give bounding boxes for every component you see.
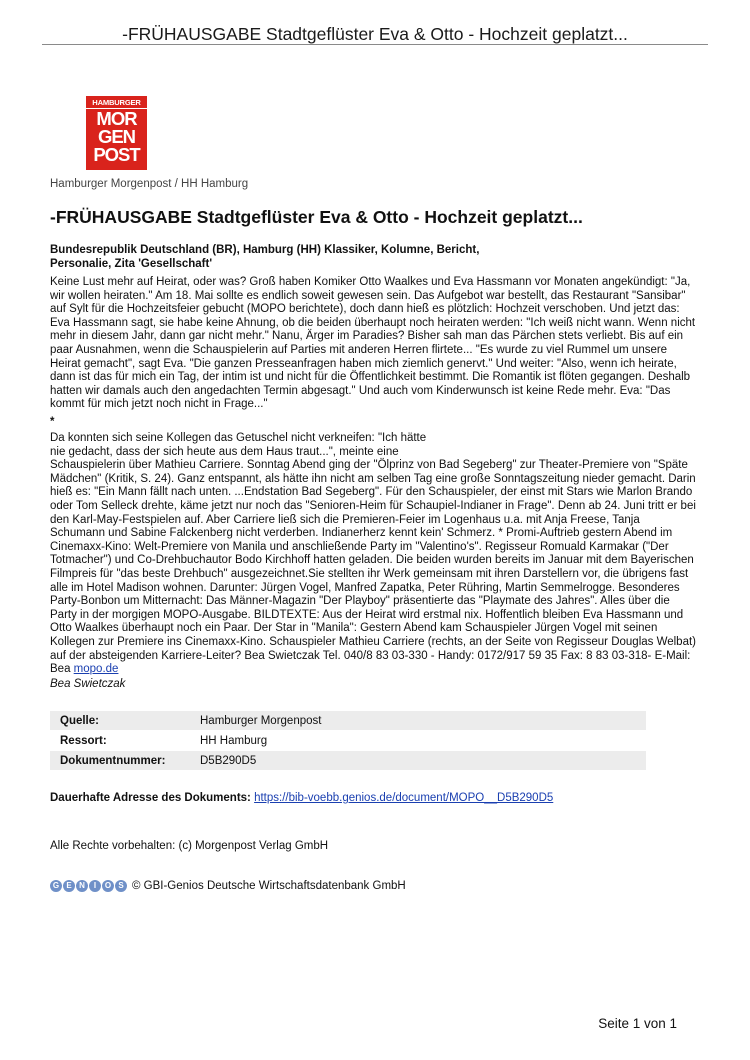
info-value: HH Hamburg: [200, 734, 268, 747]
table-row: [50, 711, 646, 730]
info-value: D5B290D5: [190, 751, 646, 770]
genios-copyright: [50, 880, 406, 892]
page-number: Seite 1 von 1: [598, 1016, 677, 1031]
genios-logo-letter: I: [89, 880, 101, 892]
paragraph-2-line-1: Da konnten sich seine Kollegen das Getuschel nicht verkneifen: "Ich hätte: [50, 432, 427, 444]
table-row: [50, 751, 646, 770]
logo-top-text: HAMBURGER: [86, 99, 147, 109]
genios-logo-letter: N: [76, 880, 88, 892]
author-name: Bea Swietczak: [50, 678, 126, 690]
paragraph-2-body: Schauspielerin über Mathieu Carriere. Sonntag Abend ging der "Ölprinz von Bad Segeberg" zur Theater-Premiere von "Späte Mädchen" (Kritik, S. 24). Ganz entspannt, als hätte ihn nicht am selben Tag eine große Sonntagszeitung nieder gemacht. Darin hieß es: "Ein Mann fällt nach unten. ...Endstation Bad Segeberg". Für den Schauspieler, der einst mit Stars wie Marlon Brando oder Tom Selleck drehte, käme jetzt nur noch das "Senioren-Heim für Schaupiel-Indianer in Frage". Denn ab 24. Juni tritt er bei den Karl-May-Festspielen auf. Aber Carriere ließ sich die Premieren-Feier im Logenhaus u.a. mit Anja Freese, Tanja Schumann und Sabine Falckenberg nicht verderben. Indianerherz kennt kein' Schmerz. * Promi-Auftrieb gestern Abend im Cinemaxx-Kino: Welt-Premiere von Manila und anschließende Party im "Valentino's". Regisseur Romuald Karmakar ("Der Totmacher") und Co-Drehbuchautor Bodo Kirchhoff hatten geladen. Die beiden wurden bereits im Januar mit dem Bayerischen Filmpreis für "das beste Drehbuch" ausgezeichnet.Sie stellten ihr Werk gemeinsam mit ihren Darstellern vor, die übrigens fast alle im Hotel Madison wohnen. Darunter: Jürgen Vogel, Manfred Zapatka, Peter Rühring, Martin Semmelrogge. Besonderes Party-Bonbon um Mitternacht: Das Männer-Magazin "Der Playboy" präsentierte das "Playmate des Jahres". Alles über die Party in der morgigen MOPO-Ausgabe. BILDTEXTE: Aus der Heirat wird erstmal nix. Hoffentlich bleiben Eva Hassmann und Otto Waalkes überhaupt noch ein Paar. Der Star in "Manila": Gestern Abend kam Schauspieler Jürgen Vogel mit seinen Kollegen zur Premiere ins Cinemaxx-Kino. Schauspieler Mathieu Carriere (rechts, an der Seite von Regisseur Douglas Welbat) auf der absteigenden Karriere-Leiter? Bea Swietczak Tel. 040/8 83 03-330 - Handy: 0172/917 59 35 Fax: 8 83 03-318- E-Mail: Bea: [50, 459, 696, 676]
mopo-link[interactable]: mopo.de: [73, 663, 119, 676]
article-meta: Bundesrepublik Deutschland (BR), Hamburg (HH) Klassiker, Kolumne, Bericht, Personalie, Zita 'Gesellschaft': [50, 244, 480, 270]
genios-logo-letter: S: [115, 880, 127, 892]
paragraph-2-line-2: nie gedacht, dass der sich heute aus dem Haus traut...", meinte eine: [50, 445, 399, 458]
header-divider: [42, 44, 708, 45]
info-key: Quelle:: [50, 711, 190, 730]
source-line: Hamburger Morgenpost / HH Hamburg: [50, 178, 249, 190]
article-paragraph-2: [50, 432, 696, 677]
permalink-label: Dauerhafte Adresse des Dokuments:: [50, 792, 251, 804]
table-row: [50, 731, 646, 750]
info-key: Dokumentnummer:: [50, 751, 190, 770]
logo-line-1: MOR: [96, 107, 137, 129]
permalink-url[interactable]: https://bib-voebb.genios.de/document/MOPO__D5B290D5: [254, 792, 554, 804]
info-value: Hamburger Morgenpost: [190, 711, 646, 730]
rights-notice: Alle Rechte vorbehalten: (c) Morgenpost Verlag GmbH: [50, 840, 329, 852]
logo-line-3: POST: [93, 143, 140, 165]
info-key: Ressort:: [60, 734, 107, 747]
article-title: -FRÜHAUSGABE Stadtgeflüster Eva & Otto - Hochzeit geplatzt...: [50, 207, 583, 227]
morgenpost-logo: [86, 96, 147, 170]
genios-logo-letter: O: [102, 880, 114, 892]
section-separator: *: [50, 416, 55, 428]
permalink: [50, 792, 553, 804]
genios-logo-letter: E: [63, 880, 75, 892]
genios-logo-letter: G: [50, 880, 62, 892]
header-title: -FRÜHAUSGABE Stadtgeflüster Eva & Otto - Hochzeit geplatzt...: [122, 24, 628, 44]
document-info-table: [50, 710, 646, 771]
article-paragraph-1: Keine Lust mehr auf Heirat, oder was? Groß haben Komiker Otto Waalkes und Eva Hassmann vor Monaten angekündigt: "Ja, wir wollen heiraten." Am 18. Mai sollte es endlich soweit gewesen sein. Das Aufgebot war bestellt, das Restaurant "Sansibar" auf Sylt für die Hochzeitsfeier gebucht (MOPO berichtete), doch dann hieß es plötzlich: Hochzeit verschoben. Und jetzt das: Eva Hassmann sagt, sie habe keine Ahnung, ob die beiden überhaupt noch heiraten werden: "Ich weiß nicht wann. Wenn nicht mehr in diesem Jahr, dann gar nicht mehr." Nanu, Ärger im Paradies? Bisher sah man das Pärchen stets verliebt. Bis auf ein paar Ausnahmen, wenn die Schauspielerin auf Parties mit anderen Herren flirtete... "Es wurde zu viel Rummel um unsere Heirat gemacht", sagt Eva. "Die ganzen Presseanfragen haben mich ziemlich genervt." Und weiter: "Also, wenn ich heirate, dann ist das für mich ein Tag, der intim ist und nicht für die Öffentlichkeit bestimmt. Die Romantik ist flöten gegangen. Deshalb hatten wir damals auch den angedachten Termin abgesagt." Und auch vom Kinderwunsch ist keine Rede mehr. Eva: "Das kommt für mich jetzt noch nicht in Frage...": [50, 276, 696, 411]
genios-copyright-text: © GBI-Genios Deutsche Wirtschaftsdatenbank GmbH: [132, 880, 406, 892]
genios-logo-icon: [50, 880, 128, 892]
logo-line-2: GEN: [97, 125, 136, 147]
